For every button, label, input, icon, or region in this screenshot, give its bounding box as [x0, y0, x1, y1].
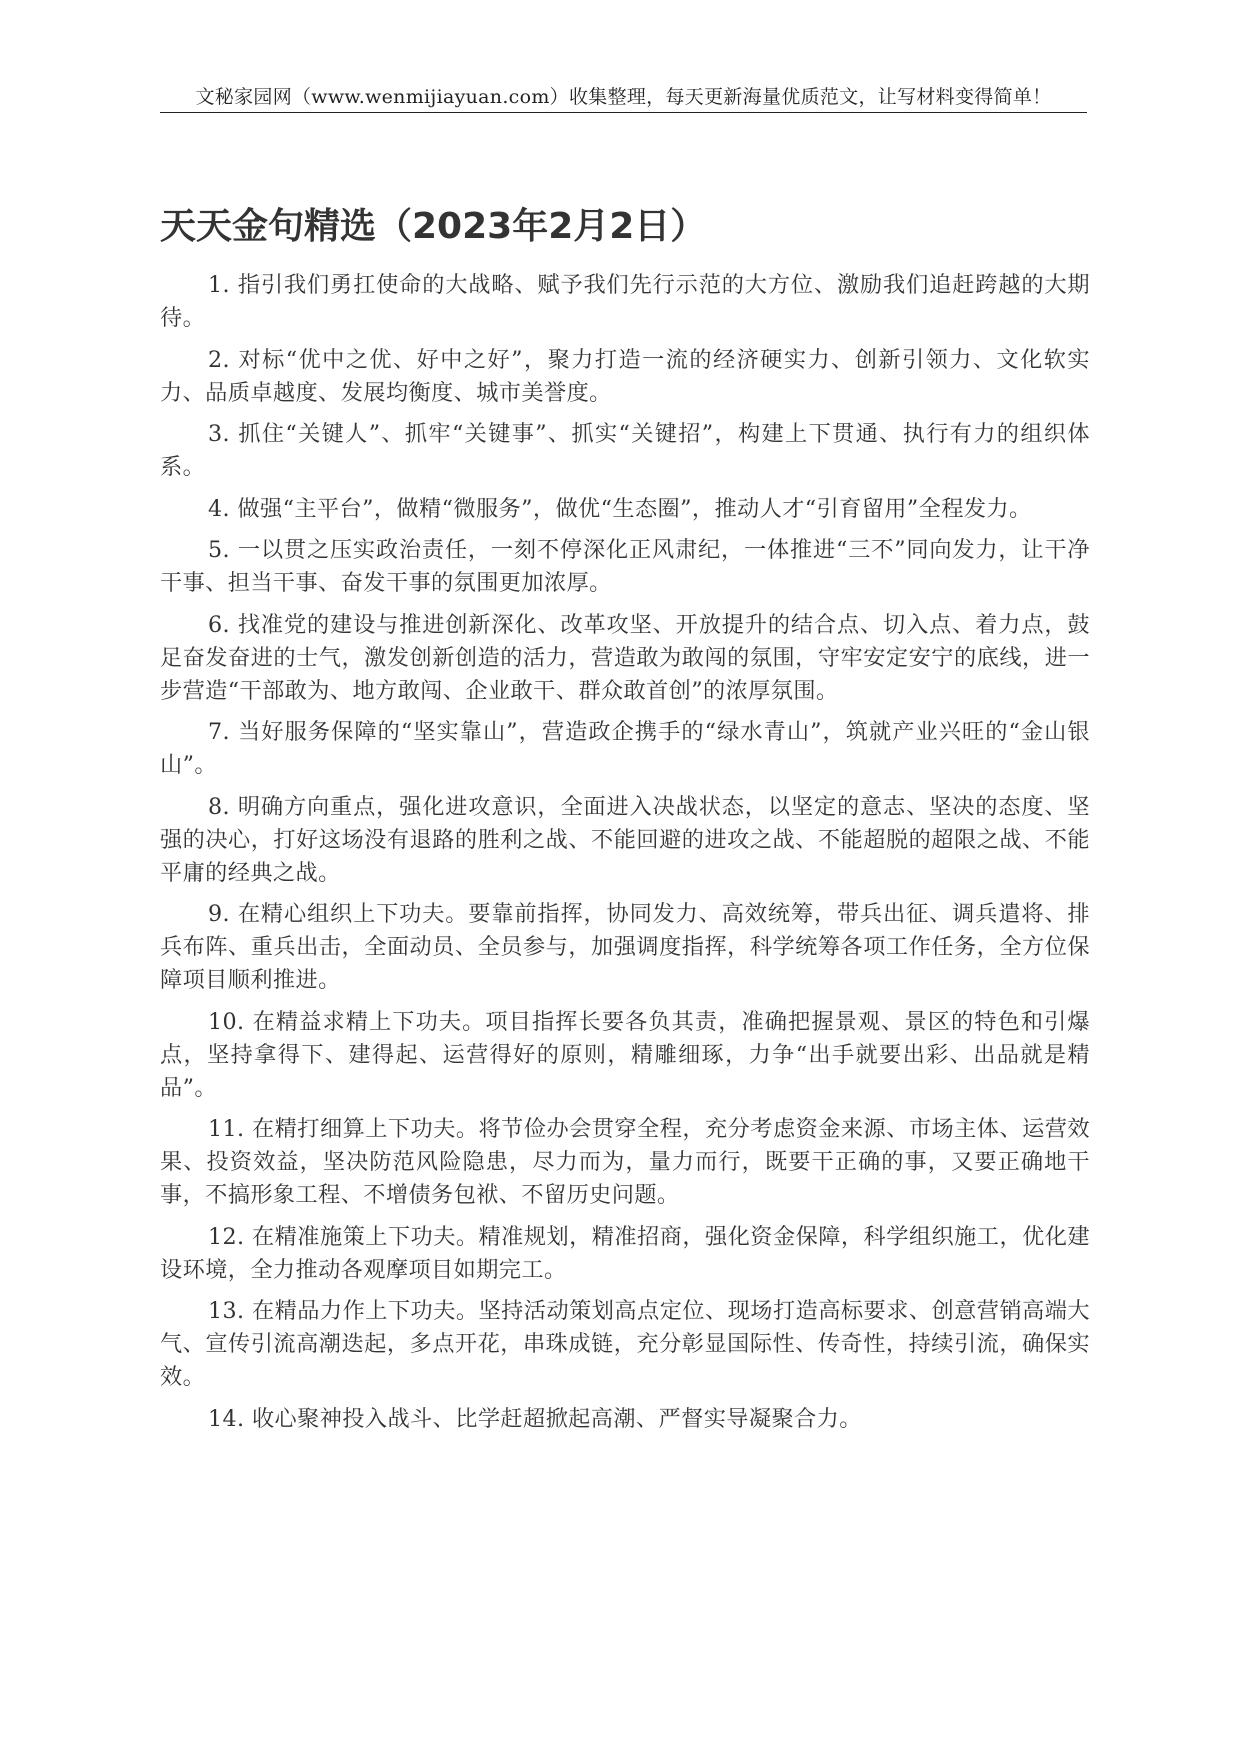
- paragraph-2: 2. 对标“优中之优、好中之好”，聚力打造一流的经济硬实力、创新引领力、文化软实力、品质卓越度、发展均衡度、城市美誉度。: [160, 346, 1090, 406]
- paragraph-4: 4. 做强“主平台”，做精“微服务”，做优“生态圈”，推动人才“引育留用”全程发力。: [208, 495, 1032, 522]
- paragraph-11: 11. 在精打细算上下功夫。将节俭办会贯穿全程，充分考虑资金来源、市场主体、运营效果、投资效益，坚决防范风险隐患，尽力而为，量力而行，既要干正确的事，又要正确地干事，不搞形象工程、不增债务包袱、不留历史问题。: [160, 1116, 1090, 1208]
- document-body: [160, 269, 1090, 1444]
- paragraph-3: 3. 抓住“关键人”、抓牢“关键事”、抓实“关键招”，构建上下贯通、执行有力的组织体系。: [160, 421, 1090, 480]
- paragraph-13: 13. 在精品力作上下功夫。坚持活动策划高点定位、现场打造高标要求、创意营销高端大气、宣传引流高潮迭起，多点开花，串珠成链，充分彰显国际性、传奇性，持续引流，确保实效。: [160, 1298, 1090, 1390]
- paragraph-9: 9. 在精心组织上下功夫。要靠前指挥，协同发力、高效统筹，带兵出征、调兵遣将、排兵布阵、重兵出击，全面动员、全员参与，加强调度指挥，科学统筹各项工作任务，全方位保障项目顺利推进。: [160, 901, 1090, 993]
- paragraph-7: 7. 当好服务保障的“坚实靠山”，营造政企携手的“绿水青山”，筑就产业兴旺的“金山银山”。: [160, 719, 1090, 778]
- paragraph-1: 1. 指引我们勇扛使命的大战略、赋予我们先行示范的大方位、激励我们追赶跨越的大期待。: [160, 272, 1090, 331]
- paragraph-6: 6. 找准党的建设与推进创新深化、改革攻坚、开放提升的结合点、切入点、着力点，鼓足奋发奋进的士气，激发创新创造的活力，营造敢为敢闯的氛围，守牢安定安宁的底线，进一步营造“干部敢为、地方敢闯、企业敢干、群众敢首创”的浓厚氛围。: [160, 611, 1090, 704]
- paragraph-14: 14. 收心聚神投入战斗、比学赶超掀起高潮、严督实导凝聚合力。: [208, 1405, 862, 1432]
- page-header: 文秘家园网（www.wenmijiayuan.com）收集整理，每天更新海量优质范文，让写材料变得简单！: [160, 84, 1087, 113]
- paragraph-8: 8. 明确方向重点，强化进攻意识，全面进入决战状态，以坚定的意志、坚决的态度、坚强的决心，打好这场没有退路的胜利之战、不能回避的进攻之战、不能超脱的超限之战、不能平庸的经典之战。: [160, 793, 1090, 886]
- paragraph-5: 5. 一以贯之压实政治责任，一刻不停深化正风肃纪，一体推进“三不”同向发力，让干净干事、担当干事、奋发干事的氛围更加浓厚。: [160, 537, 1090, 596]
- document-title: 天天金句精选（2023年2月2日）: [160, 206, 707, 247]
- paragraph-10: 10. 在精益求精上下功夫。项目指挥长要各负其责，准确把握景观、景区的特色和引爆点，坚持拿得下、建得起、运营得好的原则，精雕细琢，力争“出手就要出彩、出品就是精品”。: [160, 1008, 1090, 1101]
- paragraph-12: 12. 在精准施策上下功夫。精准规划，精准招商，强化资金保障，科学组织施工，优化建设环境，全力推动各观摩项目如期完工。: [160, 1223, 1090, 1283]
